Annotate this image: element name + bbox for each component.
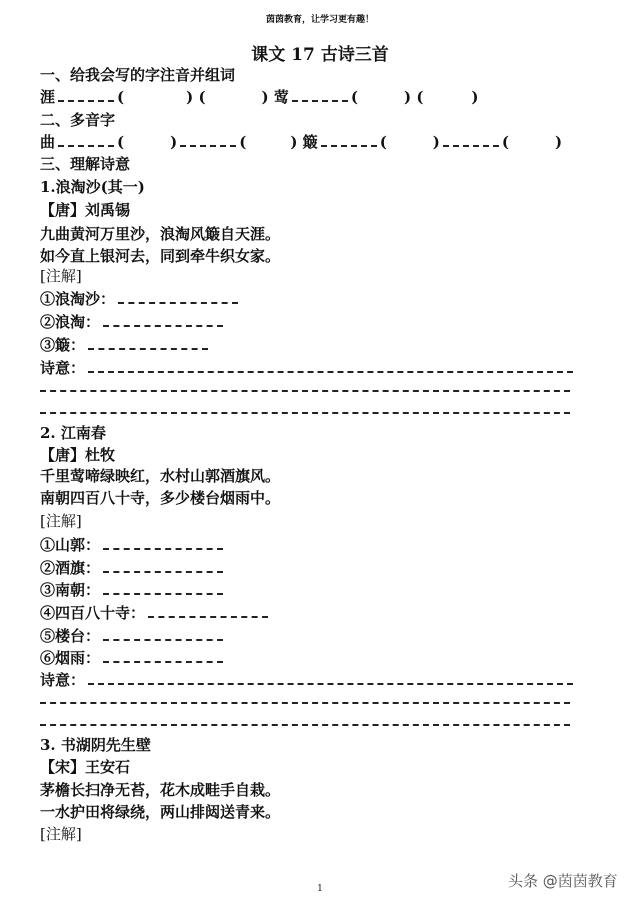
section-2-row: 曲 ( ) ( ) 簸 ( ) ( ) <box>40 133 563 151</box>
note: ②浪淘： <box>40 313 101 331</box>
note: ④四百八十寺： <box>40 604 146 622</box>
blank[interactable] <box>103 559 223 573</box>
poem-1-author: 【唐】刘禹锡 <box>40 201 131 219</box>
char: 莺 <box>273 88 289 106</box>
blank[interactable] <box>103 536 223 550</box>
poem-2-line: 南朝四百八十寺，多少楼台烟雨中。 <box>40 489 281 507</box>
section-1-heading: 一、给我会写的字注音并组词 <box>40 66 236 84</box>
poem-3-notes-label: [注解] <box>40 825 82 843</box>
blank[interactable] <box>103 649 223 663</box>
answer-line[interactable] <box>40 724 570 726</box>
section-3-heading: 三、理解诗意 <box>40 155 131 173</box>
blank[interactable] <box>292 88 348 102</box>
blank[interactable] <box>88 359 573 373</box>
poem-2-author: 【唐】杜牧 <box>40 446 116 464</box>
blank[interactable] <box>103 581 223 595</box>
poem-3-author: 【宋】王安石 <box>40 758 131 776</box>
note: ②酒旗： <box>40 559 101 577</box>
blank[interactable] <box>88 671 573 685</box>
poem-2-title: 2. 江南春 <box>40 424 106 442</box>
note: ①山郭： <box>40 536 101 554</box>
poem-3-title: 3. 书湖阴先生壁 <box>40 736 151 754</box>
meaning-label: 诗意： <box>40 671 86 689</box>
note: ⑥烟雨： <box>40 649 101 667</box>
blank[interactable] <box>103 313 223 327</box>
page-header: 茵茵教育，让学习更有趣！ <box>265 15 374 25</box>
char: 涯 <box>40 88 56 106</box>
page-title: 课文 17 古诗三首 <box>251 45 389 65</box>
char: 簸 <box>302 133 318 151</box>
note: ③簸： <box>40 336 86 354</box>
page-number: 1 <box>317 884 323 894</box>
blank[interactable] <box>148 604 268 618</box>
poem-1-notes-label: [注解] <box>40 267 82 285</box>
char: 曲 <box>40 133 56 151</box>
answer-line[interactable] <box>40 702 570 704</box>
poem-1-title: 1.浪淘沙(其一) <box>40 178 145 196</box>
answer-line[interactable] <box>40 412 570 414</box>
blank[interactable] <box>88 336 208 350</box>
watermark: 头条 @茵茵教育 <box>508 872 618 890</box>
poem-1-line: 九曲黄河万里沙，浪淘风簸自天涯。 <box>40 225 281 243</box>
poem-3-line: 一水护田将绿绕，两山排闼送青来。 <box>40 803 281 821</box>
blank[interactable] <box>118 290 238 304</box>
poem-2-line: 千里莺啼绿映红，水村山郭酒旗风。 <box>40 467 281 485</box>
poem-3-line: 茅檐长扫净无苔，花木成畦手自栽。 <box>40 781 281 799</box>
blank[interactable] <box>58 88 114 102</box>
note: ③南朝： <box>40 581 101 599</box>
blank[interactable] <box>103 627 223 641</box>
poem-2-notes-label: [注解] <box>40 512 82 530</box>
section-2-heading: 二、多音字 <box>40 111 116 129</box>
poem-1-line: 如今直上银河去，同到牵牛织女家。 <box>40 247 281 265</box>
note: ①浪淘沙： <box>40 290 116 308</box>
blank[interactable] <box>321 133 377 147</box>
note: ⑤楼台： <box>40 627 101 645</box>
meaning-label: 诗意： <box>40 359 86 377</box>
section-1-row: 涯 ( ) ( ) 莺 ( ) ( ) <box>40 88 479 106</box>
answer-line[interactable] <box>40 390 570 392</box>
blank[interactable] <box>58 133 114 147</box>
blank[interactable] <box>443 133 499 147</box>
blank[interactable] <box>180 133 236 147</box>
